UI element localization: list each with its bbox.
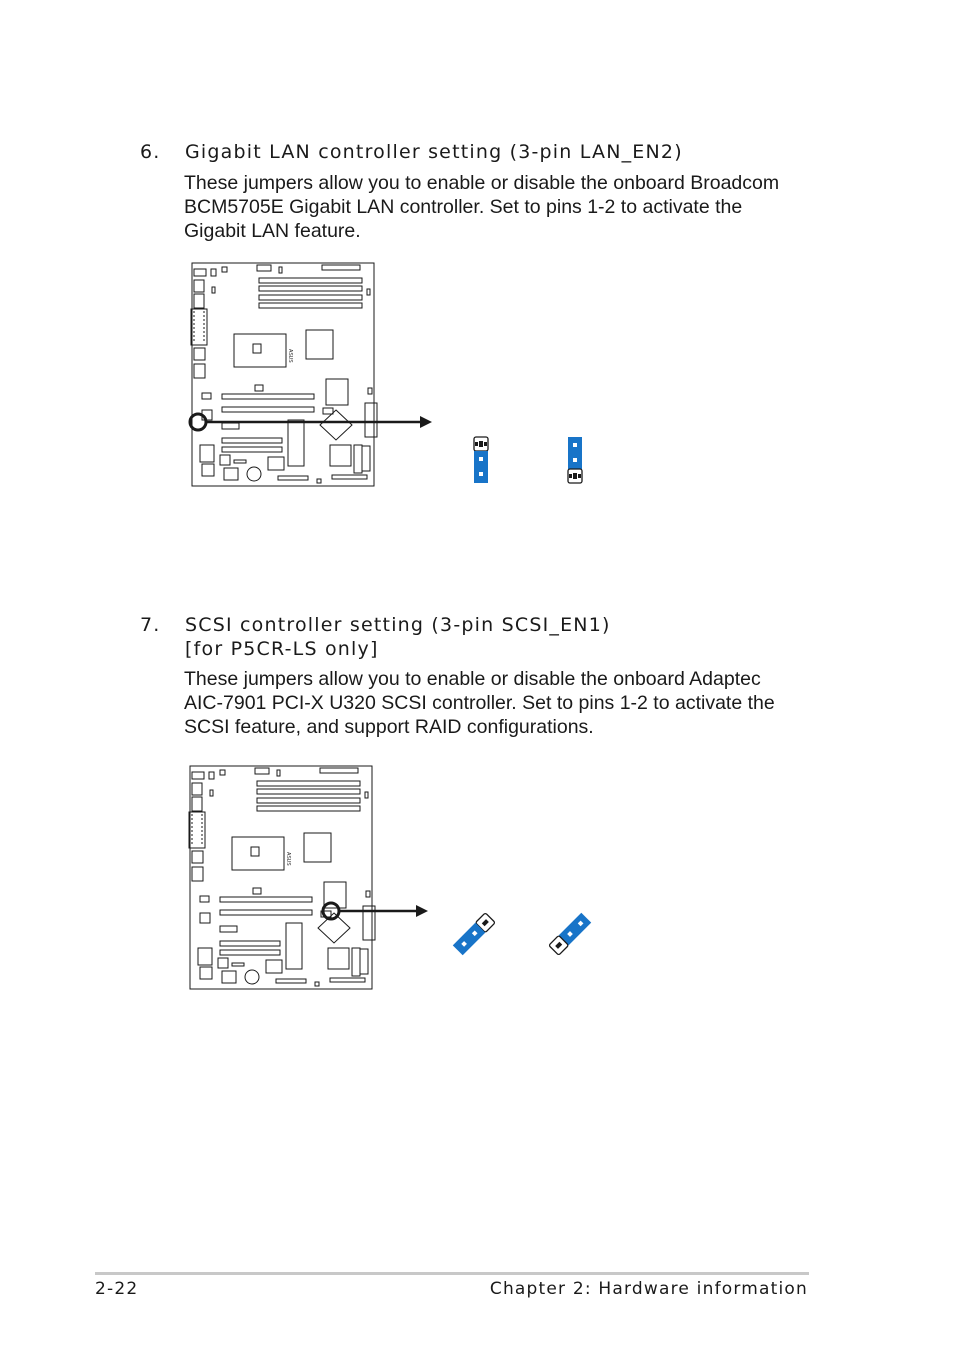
cpu-socket [232,837,284,870]
northbridge-chip [306,330,333,359]
northbridge-chip [304,833,331,862]
cpu-socket [234,334,286,367]
section-number: 7. [140,614,161,636]
chapter-title: Chapter 2: Hardware information [489,1279,808,1299]
body-line: These jumpers allow you to enable or disable the onboard Adaptec [184,668,761,690]
motherboard-outline [190,766,372,989]
battery [247,467,261,481]
body-line: Gigabit LAN feature. [184,220,361,242]
pcix-slot [220,897,312,902]
jumper-pins-2-3 [450,910,498,958]
page-number: 2-22 [95,1279,139,1299]
motherboard-layout-diagram [180,760,600,1000]
body-line: SCSI feature, and support RAID configurations. [184,716,594,738]
svg-text:ASUS: ASUS [287,349,293,363]
motherboard-layout-diagram [182,257,602,497]
rear-connector [365,403,377,437]
scsi-en1-figure [180,760,600,1000]
section-title-line-2: [for P5CR-LS only] [185,638,379,660]
section-number: 6. [140,141,161,163]
pci-slot [222,407,314,412]
body-line: These jumpers allow you to enable or disable the onboard Broadcom [184,172,780,194]
section-6-body [184,171,824,243]
jumper-pins-1-2 [566,436,584,484]
body-line: BCM5705E Gigabit LAN controller. Set to pins 1-2 to activate the [184,196,743,218]
jumper-pins-2-3 [472,436,490,484]
battery [245,970,259,984]
footer-divider [95,1272,809,1275]
arrow-head [416,905,428,917]
section-title: Gigabit LAN controller setting (3-pin LAN_EN2) [185,141,683,163]
pcix-slot [222,394,314,399]
lan-en2-figure [182,257,602,497]
arrow-head [420,416,432,428]
jumper-pins-1-2 [546,910,594,958]
section-7-body [184,667,824,739]
pci-slot [220,910,312,915]
section-title: SCSI controller setting (3-pin SCSI_EN1) [185,614,611,636]
body-line: AIC-7901 PCI-X U320 SCSI controller. Set to pins 1-2 to activate the [184,692,775,714]
motherboard-outline [192,263,374,486]
svg-text:ASUS: ASUS [285,852,291,866]
